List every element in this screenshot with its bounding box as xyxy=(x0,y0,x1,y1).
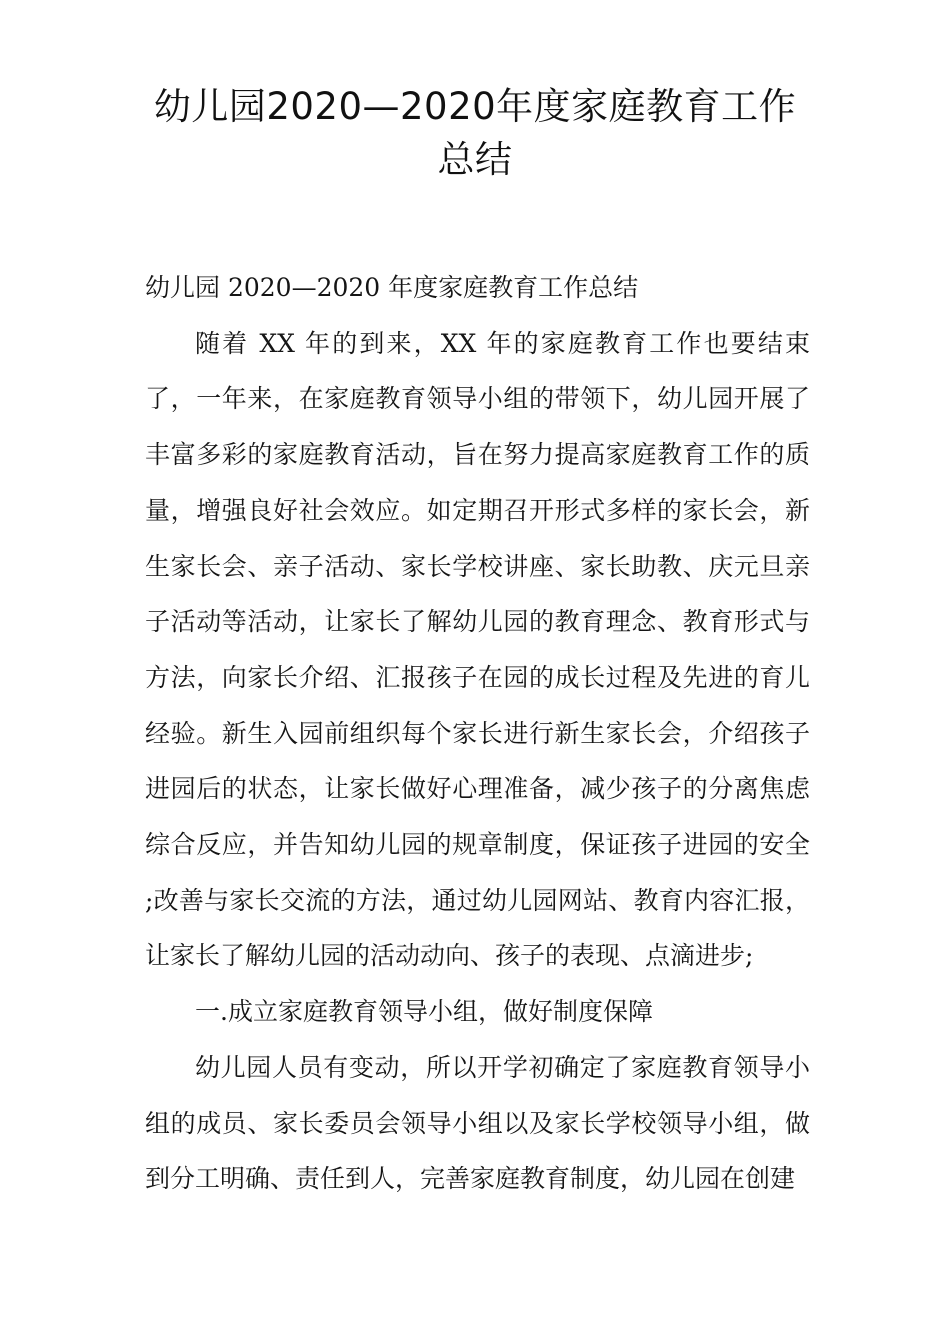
paragraph-intro: 随着 XX 年的到来，XX 年的家庭教育工作也要结束了，一年来，在家庭教育领导小组的带领下，幼儿园开展了丰富多彩的家庭教育活动，旨在努力提高家庭教育工作的质量，增强良好社会效应。如定期召开形式多样的家长会，新生家长会、亲子活动、家长学校讲座、家长助教、庆元旦亲子活动等活动，让家长了解幼儿园的教育理念、教育形式与方法，向家长介绍、汇报孩子在园的成长过程及先进的育儿经验。新生入园前组织每个家长进行新生家长会，介绍孩子进园后的状态，让家长做好心理准备，减少孩子的分离焦虑综合反应，并告知幼儿园的规章制度，保证孩子进园的安全 ;改善与家长交流的方法，通过幼儿园网站、教育内容汇报，让家长了解幼儿园的活动动向、孩子的表现、点滴进步; xyxy=(145,328,810,971)
document-title: 幼儿园2020—2020年度家庭教育工作总结 xyxy=(153,85,797,181)
document-subtitle: 幼儿园 2020—2020 年度家庭教育工作总结 xyxy=(145,273,639,302)
paragraph-section-1: 幼儿园人员有变动，所以开学初确定了家庭教育领导小组的成员、家长委员会领导小组以及家长学校领导小组，做到分工明确、责任到人，完善家庭教育制度，幼儿园在创建 xyxy=(145,1052,810,1194)
document-body xyxy=(145,260,810,1207)
section-heading-1: 一.成立家庭教育领导小组，做好制度保障 xyxy=(195,997,653,1027)
